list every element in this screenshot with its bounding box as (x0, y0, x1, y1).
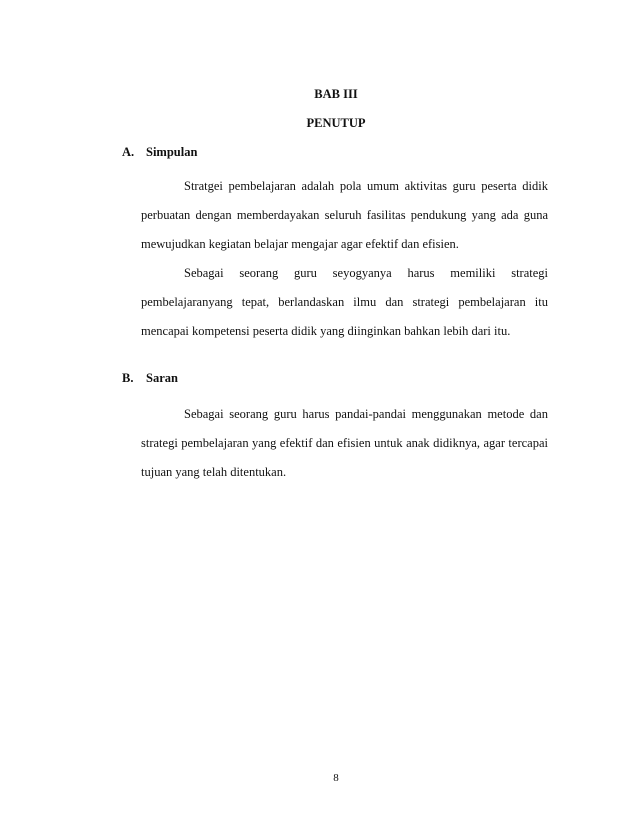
section-title: Saran (146, 371, 178, 385)
chapter-label: BAB III (314, 87, 358, 101)
section-letter: A. (122, 145, 135, 159)
section-letter: B. (122, 371, 134, 385)
paragraph-simpulan-2: Sebagai seorang guru seyogyanya harus memiliki strategi pembelajaranyang tepat, berlandaskan ilmu dan strategi pembelajaran itu mencapai kompetensi peserta didik yang diinginkan bahkan lebih dari itu. (141, 266, 548, 338)
page-number: 8 (333, 772, 339, 784)
paragraph-saran-1: Sebagai seorang guru harus pandai-pandai menggunakan metode dan strategi pembelajaran yang efektif dan efisien untuk anak didiknya, agar tercapai tujuan yang telah ditentukan. (141, 407, 548, 479)
paragraph-simpulan-1: Stratgei pembelajaran adalah pola umum aktivitas guru peserta didik perbuatan dengan memberdayakan seluruh fasilitas pendukung yang ada guna mewujudkan kegiatan belajar mengajar agar efektif dan efisien. (141, 179, 548, 251)
section-heading-saran (122, 371, 178, 386)
chapter-title: PENUTUP (306, 116, 366, 130)
section-heading-simpulan (122, 145, 197, 160)
section-title: Simpulan (146, 145, 198, 159)
